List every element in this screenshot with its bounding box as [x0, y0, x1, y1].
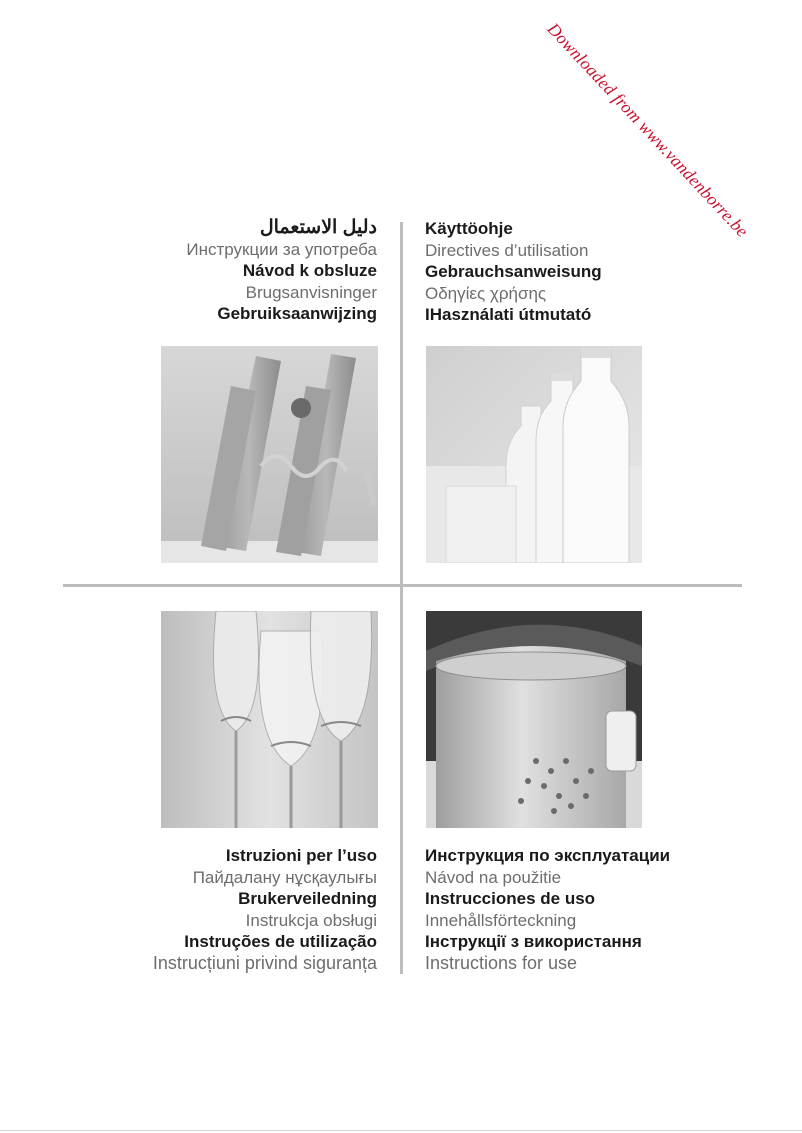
wine-glasses-photo	[161, 611, 378, 828]
title-hungarian: IHasználati útmutató	[425, 305, 592, 324]
bottom-right-title-list	[425, 845, 670, 974]
title-arabic: دليل الاستعمال	[259, 217, 377, 238]
title-dutch: Gebruiksaanwijzing	[217, 304, 377, 323]
vertical-divider	[400, 222, 403, 974]
title-french: Directives d’utilisation	[425, 240, 589, 260]
title-english: Instructions for use	[425, 952, 578, 973]
bottom-left-title-list	[153, 845, 377, 974]
title-greek: Οδηγίες χρήσης	[425, 283, 547, 303]
title-spanish: Instrucciones de uso	[425, 889, 596, 908]
title-kazakh: Пайдалану нұсқаулығы	[192, 867, 377, 887]
title-norwegian: Brukerveiledning	[238, 889, 377, 908]
title-slovak: Návod na použitie	[425, 867, 562, 887]
title-german: Gebrauchsanweisung	[425, 262, 602, 281]
glass-bottles-photo	[426, 346, 642, 563]
download-watermark: Downloaded from www.vandenborre.be	[543, 18, 753, 241]
top-left-title-list	[186, 217, 377, 325]
top-right-title-list	[425, 218, 602, 326]
title-czech: Návod k obsluze	[242, 261, 377, 280]
horizontal-divider	[63, 584, 742, 587]
title-bulgarian: Инструкции за употреба	[186, 239, 377, 259]
title-ukrainian: Інструкції з використання	[425, 932, 642, 951]
title-finnish: Käyttöohje	[425, 219, 513, 238]
title-danish: Brugsanvisninger	[245, 282, 377, 302]
page-bottom-rule	[0, 1130, 802, 1131]
title-romanian: Instrucțiuni privind siguranța	[152, 952, 377, 973]
clothes-pegs-photo	[161, 346, 378, 563]
colander-pot-photo	[426, 611, 642, 828]
title-italian: Istruzioni per l’uso	[225, 846, 377, 865]
title-portuguese: Instruções de utilização	[184, 932, 377, 951]
title-polish: Instrukcja obsługi	[245, 910, 377, 930]
title-russian: Инструкция по эксплуатации	[425, 846, 671, 865]
title-swedish: Innehållsförteckning	[425, 910, 577, 930]
